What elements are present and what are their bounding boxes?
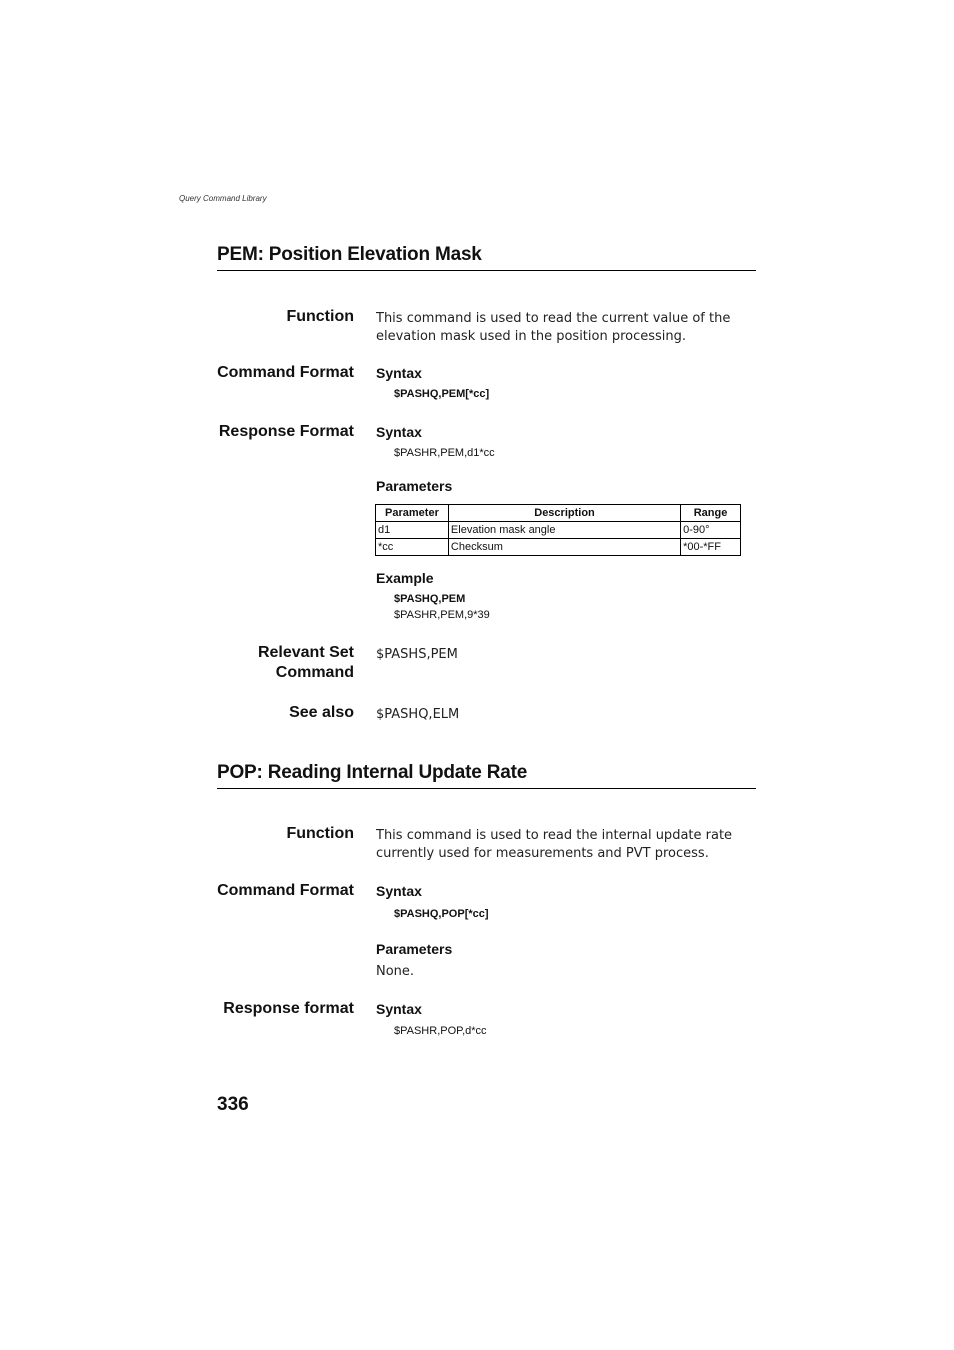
label-function: Function: [286, 825, 354, 842]
example-response: $PASHR,PEM,9*39: [394, 609, 490, 621]
label-function: Function: [286, 308, 354, 325]
example-query: $PASHQ,PEM: [394, 593, 466, 605]
function-text: This command is used to read the current value of the elevation mask used in the position processing.: [376, 311, 731, 344]
label-response-format: Response Format: [218, 423, 354, 440]
label-see-also: See also: [289, 704, 354, 721]
table-cell: Elevation mask angle: [448, 522, 680, 539]
parameters-table: [375, 504, 741, 556]
table-cell: *cc: [376, 539, 449, 556]
column-header: Parameter: [376, 505, 449, 522]
parameters-value: None.: [376, 964, 415, 979]
parameters-label: Parameters: [376, 941, 453, 957]
table-row: [376, 539, 741, 556]
relevant-set-command: $PASHS,PEM: [376, 647, 458, 662]
example-label: Example: [376, 570, 434, 586]
table-cell: 0-90°: [681, 522, 741, 539]
command-syntax: $PASHQ,PEM[*cc]: [394, 388, 490, 400]
table-cell: *00-*FF: [681, 539, 741, 556]
syntax-label: Syntax: [376, 424, 422, 440]
syntax-label: Syntax: [376, 1001, 422, 1017]
label-response-format: Response format: [223, 1000, 354, 1017]
label-command-format: Command Format: [217, 882, 354, 899]
table-cell: Checksum: [448, 539, 680, 556]
response-syntax: $PASHR,PEM,d1*cc: [394, 447, 495, 459]
page-number: 336: [217, 1094, 249, 1115]
section-title-pop: POP: Reading Internal Update Rate: [217, 762, 756, 789]
command-syntax: $PASHQ,POP[*cc]: [394, 908, 489, 920]
label-relevant-command: Command: [275, 664, 354, 681]
response-syntax: $PASHR,POP,d*cc: [394, 1025, 487, 1037]
see-also-value: $PASHQ,ELM: [376, 707, 460, 722]
label-relevant-set: Relevant Set: [257, 644, 354, 661]
table-header-row: [376, 505, 741, 522]
table-cell: d1: [376, 522, 449, 539]
table-row: [376, 522, 741, 539]
running-head: Query Command Library: [179, 194, 267, 203]
section-title-pem: PEM: Position Elevation Mask: [217, 244, 756, 271]
column-header: Description: [448, 505, 680, 522]
function-text: This command is used to read the internal update rate currently used for measurements and PVT process.: [376, 828, 733, 861]
column-header: Range: [681, 505, 741, 522]
syntax-label: Syntax: [376, 883, 422, 899]
label-command-format: Command Format: [217, 364, 354, 381]
parameters-label: Parameters: [376, 478, 453, 494]
syntax-label: Syntax: [376, 365, 422, 381]
